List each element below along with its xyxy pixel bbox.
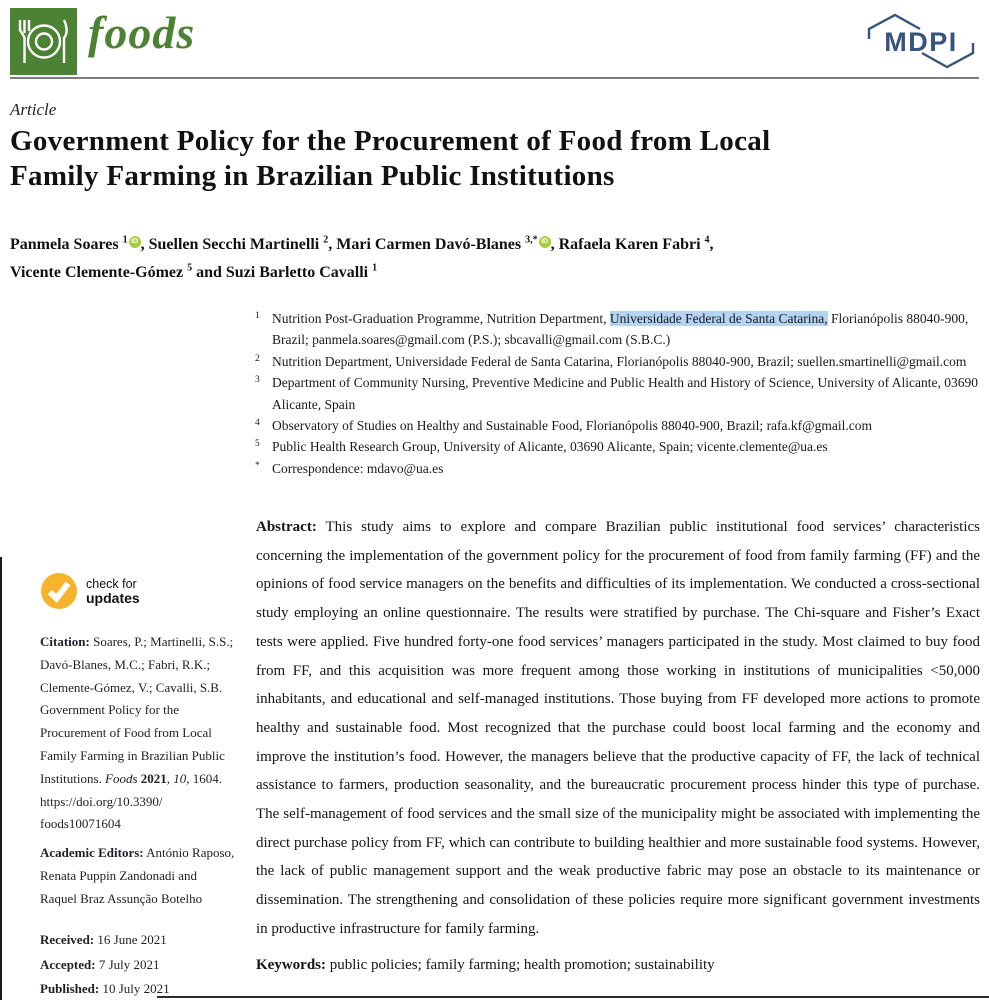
affiliation-item <box>255 308 981 351</box>
author: Suzi Barletto Cavalli $^1$ <box>225 262 378 281</box>
title-line-1: Government Policy for the Procurement of Food from Local <box>10 125 771 157</box>
editors-line: Renata Puppin Zandonadi and <box>40 868 198 883</box>
section-divider-line <box>157 996 989 998</box>
citation-line: Procurement of Food from Local <box>40 725 212 741</box>
mdpi-logo <box>862 12 980 70</box>
affiliation-marker: 4 <box>255 418 260 429</box>
editors-line: Academic Editors: António Raposo, <box>40 845 235 860</box>
affiliation-text: Public Health Research Group, University of Alicante, 03690 Alicante, Spain; vicente.clemente@ua.es <box>272 439 828 455</box>
affiliation-text: Observatory of Studies on Healthy and Sustainable Food, Florianópolis 88040-900, Brazil; rafa.kf@gmail.com <box>272 418 872 434</box>
journal-name-italic: Foods <box>105 770 138 786</box>
affiliation-marker: 3 <box>255 375 260 386</box>
keywords-line <box>256 957 980 974</box>
affiliation-marker: 5 <box>255 439 260 450</box>
affiliation-text: Nutrition Department, Universidade Federal de Santa Catarina, Florianópolis 88040-900, Brazil; suellen.smartinelli@gmail.com <box>272 353 967 369</box>
author: Vicente Clemente-Gómez $^5$ and <box>10 262 226 281</box>
keywords-label: Keywords: <box>256 957 326 973</box>
affiliation-marker: 1 <box>255 311 260 321</box>
editors-line: Raquel Braz Assunção Botelho <box>40 891 203 906</box>
editors-label: Academic Editors: <box>40 845 144 860</box>
article-type-label: Article <box>10 100 57 119</box>
orcid-icon[interactable]: iD <box>539 236 551 248</box>
author-list <box>10 229 975 284</box>
orcid-icon[interactable]: iD <box>129 236 141 248</box>
doi-link[interactable]: https://doi.org/10.3390/ <box>40 793 163 809</box>
affiliation-marker: 2 <box>255 353 260 364</box>
selected-text-highlight: Universidade Federal de Santa Catarina, <box>609 311 828 326</box>
citation-line: Citation: Soares, P.; Martinelli, S.S.; <box>40 634 234 649</box>
header-divider-line <box>10 77 979 79</box>
citation-line: Family Farming in Brazilian Public <box>40 747 225 763</box>
correspondence-item <box>255 458 981 479</box>
page-title <box>10 124 970 194</box>
accepted-date: Accepted: 7 July 2021 <box>40 956 160 972</box>
author: Suellen Secchi Martinelli $^2$, <box>148 235 337 254</box>
check-for-updates-label: check for updates <box>86 577 140 606</box>
mdpi-logo-text: MDPI <box>884 27 958 57</box>
citation-label: Citation: <box>40 634 90 649</box>
correspondence-text: Correspondence: mdavo@ua.es <box>272 460 444 476</box>
affiliation-item <box>255 351 981 372</box>
citation-line: Davó-Blanes, M.C.; Fabri, R.K.; <box>40 656 211 672</box>
article-dates-block <box>40 928 255 1002</box>
affiliation-text: Department of Community Nursing, Preventive Medicine and Public Health and History of Science, University of Alicante, 03690 Alicante, Spain <box>272 375 978 412</box>
received-date: Received: 16 June 2021 <box>40 932 167 947</box>
keywords-text: public policies; family farming; health promotion; sustainability <box>326 957 715 973</box>
author: Rafaela Karen Fabri $^4$, <box>558 235 714 254</box>
title-line-2: Family Farming in Brazilian Public Institutions <box>10 160 615 192</box>
correspondence-marker: * <box>255 460 260 471</box>
fork-plate-knife-icon <box>10 8 77 75</box>
citation-block <box>40 631 255 836</box>
abstract-label: Abstract: <box>256 519 317 535</box>
affiliation-text: Nutrition Post-Graduation Programme, Nutrition Department, Universidade Federal de Santa Catarina, Florianópolis 88040-900, Brazil; panmela.soares@gmail.com (P.S.); sbcavalli@gmail.com (S.B.C.) <box>272 311 969 348</box>
citation-line: Government Policy for the <box>40 702 179 718</box>
affiliation-item <box>255 415 981 436</box>
academic-editors-block <box>40 841 255 910</box>
published-date: Published: 10 July 2021 <box>40 981 170 996</box>
affiliation-list <box>255 308 981 479</box>
affiliation-item <box>255 436 981 457</box>
page-edge-line <box>0 557 2 1000</box>
citation-line: Institutions. Foods 2021, 10, 1604. <box>40 770 223 786</box>
check-for-updates-badge[interactable] <box>40 572 140 610</box>
journal-name: foods <box>88 7 196 58</box>
author: Panmela Soares $^1$ iD , <box>10 235 149 254</box>
citation-line: Clemente-Gómez, V.; Cavalli, S.B. <box>40 679 223 695</box>
foods-journal-logo <box>10 8 77 75</box>
author: Mari Carmen Davó-Blanes $^{3,*}$ iD , <box>336 235 559 254</box>
affiliation-item <box>255 372 981 415</box>
abstract-text: This study aims to explore and compare Brazilian public institutional food services’ characteristics concerning the implementation of the government policy for the procurement of food from family farming (FF) and the opinions of food service managers on the benefits and difficulties of its implementation. We conducted a cross-sectional study employing an online questionnaire. The results were stratified by purchase. The Chi-square and Fisher’s Exact tests were applied. Five hundred forty-one food services’ managers participated in the study. Most claimed to buy food from FF, and this acquisition was more frequent among those working in institutions of municipalities <50,000 inhabitants, and educational and self-managed institutions. Those buying from FF developed more actions to promote healthy and sustainable food. Most recognized that the purchase could boost local farming and the economy and improve the institution’s food. However, the managers believe that the productive capacity of FF, the lack of technical assistance to farmers, production seasonality, and the bureaucratic procurement process hinder this type of purchase. The self-management of food services and the small size of the municipality might be associated with implementing the direct purchase policy from FF, which can contribute to building healthier and more sustainable food systems. However, the lack of public management support and the weak productive fabric may pose an obstacle to its maintenance or dissemination. The strengthening and consolidation of these policies require more significant government investments in productive infrastructure for family farming. <box>256 519 980 937</box>
abstract-paragraph <box>256 513 980 944</box>
crossmark-check-icon <box>40 572 78 610</box>
doi-link[interactable]: foods10071604 <box>40 816 121 832</box>
